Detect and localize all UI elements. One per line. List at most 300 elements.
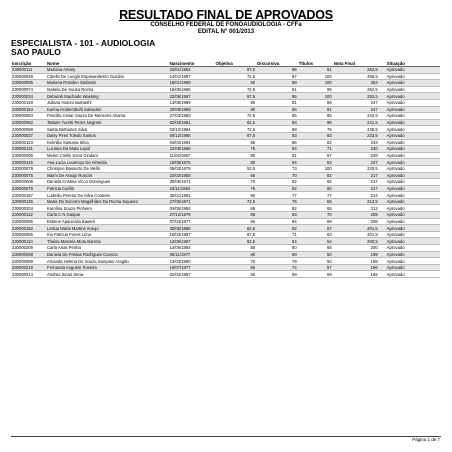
cell-nascimento: 22/01/1982 xyxy=(169,67,215,74)
cell-objetiva: 80 xyxy=(215,106,257,113)
cell-nome: Mariana Amary xyxy=(46,67,169,74)
cell-inscricao: 230000058 xyxy=(11,126,46,133)
cell-inscricao: 230000110 xyxy=(11,238,46,245)
cell-situacao: Aprovado xyxy=(379,218,440,225)
table-row xyxy=(11,251,440,258)
cell-nascimento: 30/05/1986 xyxy=(169,225,215,232)
table-row xyxy=(11,172,440,179)
cell-objetiva: 72,5 xyxy=(215,198,257,205)
cell-nome: Juliana Haruni Iwahashi xyxy=(46,99,169,106)
table-row xyxy=(11,264,440,271)
cell-objetiva: 60 xyxy=(215,251,257,258)
cell-nome: Daniela Cristina Vicco Domingues xyxy=(46,179,169,186)
cell-nome: Priscilla Cesar Souza De Menezes Aliama xyxy=(46,113,169,120)
cell-inscricao: 230000219 xyxy=(11,264,46,271)
table-row xyxy=(11,146,440,153)
cell-nota-final: 196 xyxy=(333,264,379,271)
cell-titulos: 67 xyxy=(298,152,333,159)
cell-nome: Luciana Da Mata Lopol xyxy=(46,146,169,153)
cell-nascimento: 18/05/1975 xyxy=(169,159,215,166)
cell-inscricao: 230000079 xyxy=(11,165,46,172)
cell-inscricao: 230000098 xyxy=(11,251,46,258)
cell-nome: Maria Do Socorro Magalhães Da Rocha Siqueira xyxy=(46,198,169,205)
cell-inscricao: 230000209 xyxy=(11,245,46,252)
cell-inscricao: 230000136 xyxy=(11,198,46,205)
cell-nascimento: 02/03/1967 xyxy=(169,271,215,278)
city-heading: SAO PAULO xyxy=(11,47,61,57)
cell-inscricao: 230000187 xyxy=(11,192,46,199)
cell-objetiva: 72,5 xyxy=(215,113,257,120)
cell-discursiva: 83 xyxy=(256,212,298,219)
table-row xyxy=(11,80,440,87)
cell-nome: Iria Patricia Fones Lima xyxy=(46,231,169,238)
cell-titulos: 50 xyxy=(298,258,333,265)
cell-inscricao: 230000063 xyxy=(11,113,46,120)
cell-discursiva: 82 xyxy=(256,185,298,192)
cell-nota-final: 217 xyxy=(333,172,379,179)
cell-inscricao: 230000062 xyxy=(11,119,46,126)
cell-nome: Carla C N Gaspar xyxy=(46,212,169,219)
cell-situacao: Aprovado xyxy=(379,80,440,87)
table-row xyxy=(11,205,440,212)
cell-discursiva: 88 xyxy=(256,126,298,133)
cell-nascimento: 07/04/1977 xyxy=(169,218,215,225)
cell-nascimento: 27/12/1979 xyxy=(169,212,215,219)
cell-objetiva: 65 xyxy=(215,172,257,179)
table-row xyxy=(11,86,440,93)
cell-nascimento: 10/03/1987 xyxy=(169,231,215,238)
cell-titulos: 83 xyxy=(298,132,333,139)
cell-objetiva: 62,5 xyxy=(215,225,257,232)
table-row xyxy=(11,139,440,146)
cell-inscricao: 230000111 xyxy=(11,67,46,74)
cell-nascimento: 22/06/1987 xyxy=(169,93,215,100)
cell-nota-final: 214 xyxy=(333,192,379,199)
cell-titulos: 69 xyxy=(298,271,333,278)
cell-objetiva: 60 xyxy=(215,192,257,199)
cell-nome: Amanda Helena De Souza Sampaio Aragão xyxy=(46,258,169,265)
cell-nome: Deborah Machado Wassing xyxy=(46,93,169,100)
col-header-objetiva: Objetiva xyxy=(215,60,257,67)
table-row xyxy=(11,119,440,126)
table-row xyxy=(11,152,440,159)
cell-situacao: Aprovado xyxy=(379,185,440,192)
cell-situacao: Aprovado xyxy=(379,86,440,93)
cell-nascimento: 12/06/1987 xyxy=(169,238,215,245)
cell-objetiva: 55 xyxy=(215,271,257,278)
cell-nome: Isabela De Souza Rocha xyxy=(46,86,169,93)
col-header-inscricao: Inscrição xyxy=(11,60,46,67)
cell-nome: Ludmila Pereira Da Silva Cordeiro xyxy=(46,192,169,199)
results-table xyxy=(11,60,440,278)
cell-objetiva: 62,5 xyxy=(215,119,257,126)
cell-situacao: Aprovado xyxy=(379,152,440,159)
cell-objetiva: 80 xyxy=(215,152,257,159)
cell-discursiva: 85 xyxy=(256,93,298,100)
cell-inscricao: 230000089 xyxy=(11,258,46,265)
cell-titulos: 71 xyxy=(298,146,333,153)
cell-nota-final: 199 xyxy=(333,258,379,265)
cell-situacao: Aprovado xyxy=(379,251,440,258)
cell-situacao: Aprovado xyxy=(379,245,440,252)
cell-situacao: Aprovado xyxy=(379,67,440,74)
cell-discursiva: 84 xyxy=(256,146,298,153)
cell-nascimento: 27/05/1971 xyxy=(169,198,215,205)
cell-objetiva: 67,5 xyxy=(215,231,257,238)
cell-objetiva: 70 xyxy=(215,179,257,186)
table-row xyxy=(11,67,440,74)
cell-nome: Daniela De Freitas Rodrigues Cuenca xyxy=(46,251,169,258)
cell-situacao: Aprovado xyxy=(379,146,440,153)
table-row xyxy=(11,192,440,199)
cell-inscricao: 230000154 xyxy=(11,106,46,113)
cell-inscricao: 230000037 xyxy=(11,132,46,139)
cell-discursiva: 76 xyxy=(256,198,298,205)
cell-discursiva: 81 xyxy=(256,99,298,106)
cell-nota-final: 247 xyxy=(333,106,379,113)
cell-objetiva: 52,5 xyxy=(215,165,257,172)
cell-nota-final: 217 xyxy=(333,179,379,186)
cell-nota-final: 200 xyxy=(333,245,379,252)
cell-discursiva: 77 xyxy=(256,192,298,199)
cell-titulos: 100 xyxy=(298,80,333,87)
cell-nome: Tatiane Turetti Peres Negrete xyxy=(46,119,169,126)
cell-nascimento: 04/05/1984 xyxy=(169,205,215,212)
cell-discursiva: 87 xyxy=(256,73,298,80)
cell-nota-final: 225,5 xyxy=(333,165,379,172)
cell-nota-final: 247 xyxy=(333,99,379,106)
table-row xyxy=(11,132,440,139)
cell-discursiva: 74 xyxy=(256,264,298,271)
cell-nota-final: 213,5 xyxy=(333,198,379,205)
cell-nota-final: 228 xyxy=(333,152,379,159)
cell-inscricao: 230000085 xyxy=(11,231,46,238)
cell-nome: Leticia Maria Martins Araujo xyxy=(46,225,169,232)
cell-titulos: 77 xyxy=(298,192,333,199)
cell-discursiva: 89 xyxy=(256,251,298,258)
cell-discursiva: 70 xyxy=(256,172,298,179)
cell-situacao: Aprovado xyxy=(379,258,440,265)
cell-nascimento: 03/12/1984 xyxy=(169,126,215,133)
cell-titulos: 75 xyxy=(298,126,333,133)
cell-situacao: Aprovado xyxy=(379,99,440,106)
col-header-titulos: Títulos xyxy=(298,60,333,67)
cell-nascimento: 04/04/1964 xyxy=(169,139,215,146)
cell-objetiva: 75 xyxy=(215,146,257,153)
table-row xyxy=(11,159,440,166)
cell-inscricao: 230000204 xyxy=(11,205,46,212)
cell-objetiva: 65 xyxy=(215,264,257,271)
cell-nome: Melon Crislin Sono Gindani xyxy=(46,152,169,159)
cell-titulos: 60 xyxy=(298,185,333,192)
footer-divider xyxy=(11,436,441,437)
table-body xyxy=(11,67,440,278)
cell-nome: Carla Arias Penha xyxy=(46,245,169,252)
table-row xyxy=(11,126,440,133)
cell-nota-final: 255,5 xyxy=(333,73,379,80)
cell-discursiva: 83 xyxy=(256,132,298,139)
cell-situacao: Aprovado xyxy=(379,119,440,126)
cell-objetiva: 62,5 xyxy=(215,238,257,245)
cell-nota-final: 230 xyxy=(333,146,379,153)
cell-discursiva: 89 xyxy=(256,80,298,87)
cell-nota-final: 201,5 xyxy=(333,225,379,232)
cell-titulos: 99 xyxy=(298,86,333,93)
cell-situacao: Aprovado xyxy=(379,231,440,238)
cell-nascimento: 08/12/1985 xyxy=(169,132,215,139)
cell-nota-final: 233 xyxy=(333,139,379,146)
col-header-nome: Nome xyxy=(46,60,169,67)
cell-titulos: 63 xyxy=(298,231,333,238)
cell-situacao: Aprovado xyxy=(379,113,440,120)
cell-titulos: 86 xyxy=(298,99,333,106)
cell-situacao: Aprovado xyxy=(379,225,440,232)
cell-titulos: 69 xyxy=(298,218,333,225)
cell-nota-final: 201,5 xyxy=(333,231,379,238)
table-row xyxy=(11,113,440,120)
cell-titulos: 100 xyxy=(298,73,333,80)
cell-nome: Christyne Bassurto De Mello xyxy=(46,165,169,172)
cell-situacao: Aprovado xyxy=(379,126,440,133)
cell-nota-final: 200,5 xyxy=(333,238,379,245)
cell-nome: Mariana Rosolen Stefanini xyxy=(46,80,169,87)
cell-situacao: Aprovado xyxy=(379,106,440,113)
table-row xyxy=(11,218,440,225)
cell-discursiva: 83 xyxy=(256,119,298,126)
cell-nota-final: 212 xyxy=(333,205,379,212)
cell-nascimento: 30/06/1971 xyxy=(169,179,215,186)
table-row xyxy=(11,99,440,106)
table-row xyxy=(11,165,440,172)
col-header-situacao: Situação xyxy=(379,60,440,67)
cell-objetiva: 72,5 xyxy=(215,126,257,133)
cell-inscricao: 230000112 xyxy=(11,212,46,219)
cell-situacao: Aprovado xyxy=(379,172,440,179)
cell-titulos: 53 xyxy=(298,159,333,166)
cell-nota-final: 253 xyxy=(333,80,379,87)
cell-discursiva: 71 xyxy=(256,231,298,238)
cell-objetiva: 75 xyxy=(215,185,257,192)
cell-situacao: Aprovado xyxy=(379,93,440,100)
cell-objetiva: 72,5 xyxy=(215,73,257,80)
cell-titulos: 65 xyxy=(298,179,333,186)
cell-nota-final: 241,5 xyxy=(333,119,379,126)
cell-discursiva: 96 xyxy=(256,67,298,74)
cell-discursiva: 85 xyxy=(256,113,298,120)
cell-nome: Sarita Bettoutes Silva xyxy=(46,126,169,133)
cell-objetiva: 65 xyxy=(215,245,257,252)
cell-titulos: 57 xyxy=(298,264,333,271)
cell-nota-final: 199 xyxy=(333,251,379,258)
cell-nome: Andrea Sinus Sena xyxy=(46,271,169,278)
table-row xyxy=(11,73,440,80)
cell-titulos: 57 xyxy=(298,225,333,232)
cell-situacao: Aprovado xyxy=(379,205,440,212)
cell-nota-final: 264,5 xyxy=(333,67,379,74)
cell-nascimento: 14/01/1987 xyxy=(169,73,215,80)
cell-inscricao: 230000074 xyxy=(11,86,46,93)
cell-discursiva: 81 xyxy=(256,152,298,159)
cell-nome: Ana Lucia Lourenço De Almeida xyxy=(46,159,169,166)
cell-nota-final: 208 xyxy=(333,218,379,225)
cell-situacao: Aprovado xyxy=(379,73,440,80)
cell-discursiva: 69 xyxy=(256,271,298,278)
cell-nascimento: 14/08/1989 xyxy=(169,99,215,106)
cell-discursiva: 86 xyxy=(256,139,298,146)
cell-nascimento: 20/09/1989 xyxy=(169,106,215,113)
table-row xyxy=(11,212,440,219)
cell-titulos: 82 xyxy=(298,139,333,146)
page-number: Página 1 de 7 xyxy=(412,437,440,442)
cell-nascimento: 11/04/1967 xyxy=(169,152,215,159)
table-row xyxy=(11,238,440,245)
cell-situacao: Aprovado xyxy=(379,165,440,172)
cell-inscricao: 230000095 xyxy=(11,218,46,225)
cell-nascimento: 27/03/1983 xyxy=(169,113,215,120)
cell-inscricao: 230000162 xyxy=(11,225,46,232)
cell-discursiva: 73 xyxy=(256,165,298,172)
col-header-nota-final: Nota Final xyxy=(333,60,379,67)
cell-objetiva: 67,5 xyxy=(215,132,257,139)
cell-situacao: Aprovado xyxy=(379,271,440,278)
cell-nome: Naimi De Araujo Ruscos xyxy=(46,172,169,179)
table-row xyxy=(11,245,440,252)
edital-number: EDITAL N° 001/2013 xyxy=(197,29,255,35)
table-row xyxy=(11,271,440,278)
cell-inscricao: 230000145 xyxy=(11,159,46,166)
cell-discursiva: 82 xyxy=(256,179,298,186)
cell-situacao: Aprovado xyxy=(379,264,440,271)
cell-nota-final: 227 xyxy=(333,159,379,166)
cell-nascimento: 16/01/1989 xyxy=(169,80,215,87)
cell-titulos: 70 xyxy=(298,212,333,219)
cell-nascimento: 19/07/1977 xyxy=(169,264,215,271)
cell-situacao: Aprovado xyxy=(379,139,440,146)
cell-discursiva: 79 xyxy=(256,258,298,265)
cell-discursiva: 81 xyxy=(256,86,298,93)
cell-nome: Daisy Pires Toledo Santos xyxy=(46,132,169,139)
cell-objetiva: 65 xyxy=(215,205,257,212)
cell-situacao: Aprovado xyxy=(379,198,440,205)
cell-objetiva: 80 xyxy=(215,159,257,166)
cell-objetiva: 65 xyxy=(215,139,257,146)
table-row xyxy=(11,93,440,100)
cell-inscricao: 230000095 xyxy=(11,80,46,87)
cell-discursiva: 82 xyxy=(256,205,298,212)
cell-nome: Karolina Souza Pinheiro xyxy=(46,205,169,212)
cell-nascimento: 16/05/1988 xyxy=(169,86,215,93)
cell-discursiva: 86 xyxy=(256,106,298,113)
cell-situacao: Aprovado xyxy=(379,192,440,199)
table-row xyxy=(11,198,440,205)
table-row xyxy=(11,179,440,186)
cell-discursiva: 82 xyxy=(256,225,298,232)
cell-nascimento: 22/02/1958 xyxy=(169,172,215,179)
table-row xyxy=(11,185,440,192)
cell-titulos: 81 xyxy=(298,67,333,74)
cell-objetiva: 67,5 xyxy=(215,93,257,100)
cell-nome: Estiene Aparecida Bauteri xyxy=(46,218,169,225)
cell-situacao: Aprovado xyxy=(379,132,440,139)
cell-titulos: 82 xyxy=(298,172,333,179)
cell-objetiva: 70 xyxy=(215,258,257,265)
table-row xyxy=(11,225,440,232)
cell-objetiva: 60 xyxy=(215,80,257,87)
cell-inscricao: 230000149 xyxy=(11,99,46,106)
cell-nascimento: 05/03/1979 xyxy=(169,165,215,172)
cell-nascimento: 24/11/1984 xyxy=(169,185,215,192)
cell-titulos: 85 xyxy=(298,113,333,120)
cell-titulos: 96 xyxy=(298,119,333,126)
cell-inscricao: 230000005 xyxy=(11,179,46,186)
cell-nota-final: 252,5 xyxy=(333,86,379,93)
cell-nome: Fernanda Augusto Teixeira xyxy=(46,264,169,271)
cell-titulos: 65 xyxy=(298,198,333,205)
cell-nota-final: 233,5 xyxy=(333,132,379,139)
table-row xyxy=(11,231,440,238)
cell-inscricao: 230000123 xyxy=(11,139,46,146)
cell-titulos: 50 xyxy=(298,251,333,258)
cell-nota-final: 217 xyxy=(333,185,379,192)
cell-inscricao: 230000075 xyxy=(11,172,46,179)
cell-nascimento: 30/01/1981 xyxy=(169,192,215,199)
cell-nome: Patricia Carlim xyxy=(46,185,169,192)
section-heading: ESPECIALISTA - 101 - AUDIOLOGIA xyxy=(11,38,156,48)
cell-titulos: 100 xyxy=(298,93,333,100)
cell-nascimento: 06/11/1977 xyxy=(169,251,215,258)
cell-discursiva: 94 xyxy=(256,159,298,166)
col-header-discursiva: Discursiva xyxy=(256,60,298,67)
cell-titulos: 55 xyxy=(298,245,333,252)
cell-discursiva: 84 xyxy=(256,238,298,245)
cell-inscricao: 230000131 xyxy=(11,146,46,153)
cell-discursiva: 80 xyxy=(256,245,298,252)
cell-nascimento: 22/08/1988 xyxy=(169,146,215,153)
cell-objetiva: 72,5 xyxy=(215,86,257,93)
cell-titulos: 81 xyxy=(298,106,333,113)
cell-situacao: Aprovado xyxy=(379,159,440,166)
cell-titulos: 65 xyxy=(298,205,333,212)
cell-nascimento: 02/03/1981 xyxy=(169,119,215,126)
cell-nascimento: 14/06/1984 xyxy=(169,245,215,252)
cell-inscricao: 230000006 xyxy=(11,152,46,159)
cell-titulos: 54 xyxy=(298,238,333,245)
cell-nascimento: 13/03/1980 xyxy=(169,258,215,265)
cell-objetiva: 55 xyxy=(215,212,257,219)
table-row xyxy=(11,106,440,113)
cell-nota-final: 192 xyxy=(333,271,379,278)
cell-objetiva: 55 xyxy=(215,218,257,225)
col-header-nascimento: Nascimento xyxy=(169,60,215,67)
cell-nome: Kelmilia Santana Silva xyxy=(46,139,169,146)
cell-inscricao: 230000014 xyxy=(11,271,46,278)
cell-objetiva: 80 xyxy=(215,99,257,106)
document-subtitle: CONSELHO FEDERAL DE FONOAUDIOLOGIA - CFFa xyxy=(150,22,302,28)
document-title: RESULTADO FINAL DE APROVADOS xyxy=(119,8,333,22)
cell-nota-final: 252,5 xyxy=(333,93,379,100)
cell-objetiva: 87,5 xyxy=(215,67,257,74)
cell-inscricao: 230000079 xyxy=(11,185,46,192)
cell-nome: Thaisa Marcela Mota Barreto xyxy=(46,238,169,245)
table-row xyxy=(11,258,440,265)
cell-nome: Karina Krahembuhl Salvadori xyxy=(46,106,169,113)
cell-nota-final: 235,5 xyxy=(333,126,379,133)
cell-titulos: 100 xyxy=(298,165,333,172)
cell-situacao: Aprovado xyxy=(379,212,440,219)
cell-discursiva: 84 xyxy=(256,218,298,225)
cell-nota-final: 208 xyxy=(333,212,379,219)
cell-nota-final: 242,5 xyxy=(333,113,379,120)
